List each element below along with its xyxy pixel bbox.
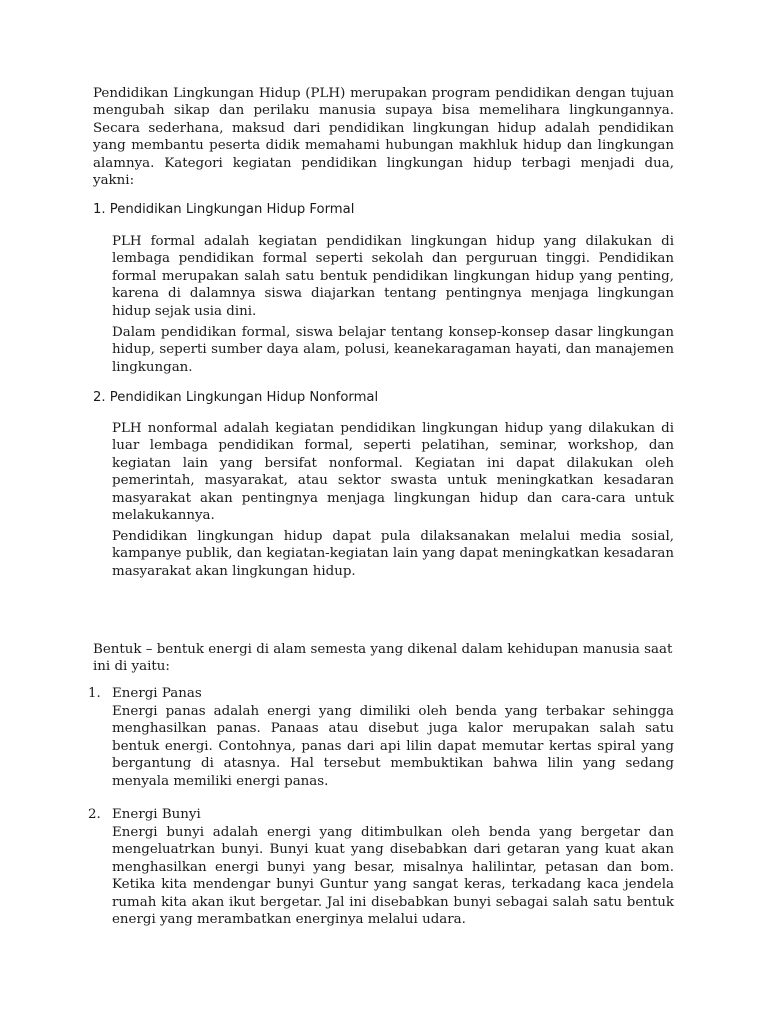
section-heading-nonformal: 2. Pendidikan Lingkungan Hidup Nonformal — [93, 390, 379, 405]
energy-item-body-sound: Energi bunyi adalah energi yang ditimbulkan oleh benda yang bergetar dan mengeluatrkan bunyi. Bunyi kuat yang disebabkan dari getaran yang kuat akan menghasilkan energi bunyi yang besar, misalnya halilintar, petasan dan bom. Ketika kita mendengar bunyi Guntur yang sangat keras, terkadang kaca jendela rumah kita akan ikut bergetar. Jal ini disebabkan bunyi sebagai salah satu bentuk energi yang merambatkan energinya melalui udara. — [112, 825, 674, 928]
list-number-2: 2. — [88, 807, 101, 822]
nonformal-paragraph-1: PLH nonformal adalah kegiatan pendidikan lingkungan hidup yang dilakukan di luar lembaga pendidikan formal, seperti pelatihan, seminar, workshop, dan kegiatan lain yang bersifat nonformal. Kegiatan ini dapat dilakukan oleh pemerintah, masyarakat, atau sektor swasta untuk meningkatkan kesadaran masyarakat akan pentingnya menjaga lingkungan hidup dan cara-cara untuk melakukannya. — [112, 421, 674, 524]
list-number-1: 1. — [88, 686, 101, 701]
energy-item-title-heat: Energi Panas — [112, 686, 202, 701]
intro-paragraph: Pendidikan Lingkungan Hidup (PLH) merupakan program pendidikan dengan tujuan mengubah sikap dan perilaku manusia supaya bisa memelihara lingkungannya. Secara sederhana, maksud dari pendidikan lingkungan hidup adalah pendidikan yang membantu peserta didik memahami hubungan makhluk hidup dan lingkungan alamnya. Kategori kegiatan pendidikan lingkungan hidup terbagi menjadi dua, yakni: — [93, 86, 674, 189]
energy-item-title-sound: Energi Bunyi — [112, 807, 201, 822]
energy-item-body-heat: Energi panas adalah energi yang dimiliki oleh benda yang terbakar sehingga menghasilkan panas. Panaas atau disebut juga kalor merupakan salah satu bentuk energi. Contohnya, panas dari api lilin dapat memutar kertas spiral yang bergantung di atasnya. Hal tersebut membuktikan bahwa lilin yang sedang menyala memiliki energi panas. — [112, 704, 674, 789]
nonformal-paragraph-2: Pendidikan lingkungan hidup dapat pula dilaksanakan melalui media sosial, kampanye publik, dan kegiatan-kegiatan lain yang dapat meningkatkan kesadaran masyarakat akan lingkungan hidup. — [112, 529, 674, 579]
energy-intro-paragraph: Bentuk – bentuk energi di alam semesta yang dikenal dalam kehidupan manusia saat ini di yaitu: — [93, 642, 673, 675]
formal-paragraph-2: Dalam pendidikan formal, siswa belajar tentang konsep-konsep dasar lingkungan hidup, seperti sumber daya alam, polusi, keanekaragaman hayati, dan manajemen lingkungan. — [112, 325, 674, 375]
formal-paragraph-1: PLH formal adalah kegiatan pendidikan lingkungan hidup yang dilakukan di lembaga pendidikan formal seperti sekolah dan perguruan tinggi. Pendidikan formal merupakan salah satu bentuk pendidikan lingkungan hidup yang penting, karena di dalamnya siswa diajarkan tentang pentingnya menjaga lingkungan hidup sejak usia dini. — [112, 234, 674, 319]
section-heading-formal: 1. Pendidikan Lingkungan Hidup Formal — [93, 202, 355, 217]
